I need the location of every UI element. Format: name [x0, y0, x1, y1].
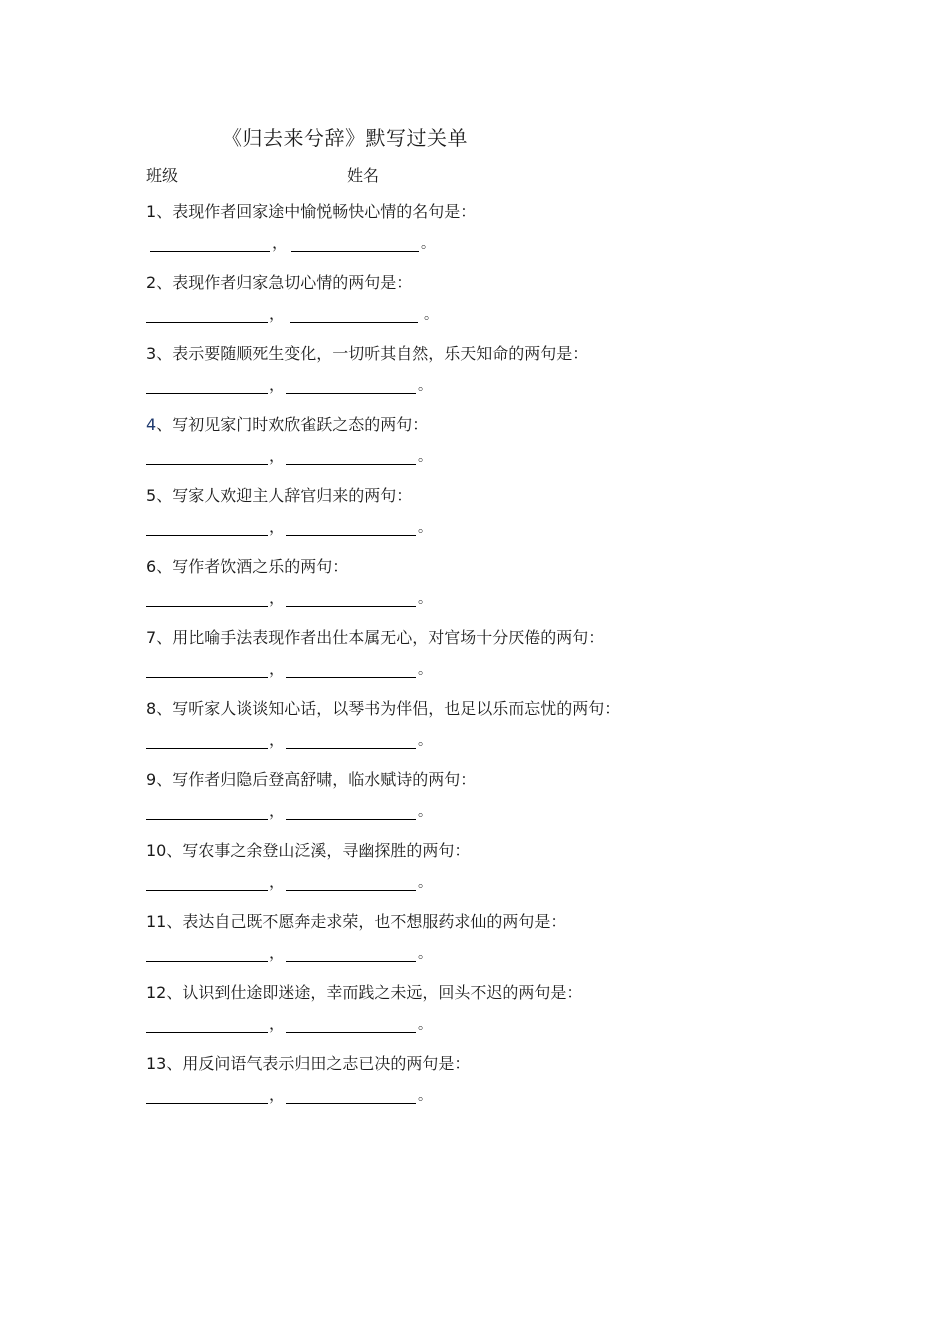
question-text: 、认识到仕途即迷途，幸而践之未远，回头不迟的两句是：	[166, 983, 583, 1002]
question-number: 1	[146, 202, 157, 221]
question-text: 、写家人欢迎主人辞官归来的两句：	[156, 486, 413, 505]
blank-terminator: 。	[418, 378, 432, 394]
question-item	[146, 767, 826, 838]
answer-blank-1[interactable]	[146, 677, 268, 678]
answer-blank-2[interactable]	[286, 748, 416, 749]
answer-row	[146, 801, 546, 823]
question-item	[146, 1051, 826, 1122]
question-item	[146, 696, 826, 767]
class-label: 班级	[146, 166, 179, 185]
answer-blank-2[interactable]	[291, 251, 419, 252]
answer-blank-1[interactable]	[146, 393, 268, 394]
blank-separator: ，	[269, 588, 286, 607]
question-item	[146, 909, 826, 980]
question-number: 5	[146, 486, 157, 505]
answer-blank-2[interactable]	[286, 535, 416, 536]
answer-blank-1[interactable]	[146, 890, 268, 891]
blank-separator: ，	[269, 872, 286, 891]
question-number: 3	[146, 344, 157, 363]
answer-blank-2[interactable]	[286, 606, 416, 607]
question-number: 12	[146, 983, 167, 1002]
blank-terminator: 。	[418, 662, 432, 678]
answer-row	[146, 233, 546, 255]
question-text: 、表示要随顺死生变化，一切听其自然，乐天知命的两句是：	[156, 344, 589, 363]
blank-separator: ，	[269, 730, 286, 749]
blank-terminator: 。	[418, 449, 432, 465]
question-text: 、表达自己既不愿奔走求荣，也不想服药求仙的两句是：	[166, 912, 567, 931]
question-number: 11	[146, 912, 167, 931]
answer-blank-1[interactable]	[146, 1103, 268, 1104]
question-number: 10	[146, 841, 167, 860]
question-number: 9	[146, 770, 157, 789]
answer-row	[146, 1085, 546, 1107]
question-number: 7	[146, 628, 157, 647]
blank-terminator: 。	[424, 307, 438, 323]
answer-row	[146, 943, 546, 965]
blank-terminator: 。	[418, 733, 432, 749]
question-item	[146, 270, 826, 341]
blank-terminator: 。	[418, 804, 432, 820]
question-item	[146, 483, 826, 554]
question-number: 2	[146, 273, 157, 292]
answer-blank-2[interactable]	[286, 1103, 416, 1104]
question-item	[146, 980, 826, 1051]
question-text: 、写作者归隐后登高舒啸，临水赋诗的两句：	[156, 770, 477, 789]
answer-row	[146, 659, 546, 681]
name-label: 姓名	[347, 166, 380, 185]
answer-row	[146, 304, 546, 326]
question-text: 、写作者饮酒之乐的两句：	[156, 557, 349, 576]
question-item	[146, 554, 826, 625]
blank-terminator: 。	[418, 520, 432, 536]
question-item	[146, 838, 826, 909]
blank-separator: ，	[269, 1014, 286, 1033]
answer-row	[146, 588, 546, 610]
question-text: 、写农事之余登山泛溪，寻幽探胜的两句：	[166, 841, 471, 860]
answer-blank-1[interactable]	[146, 748, 268, 749]
answer-blank-1[interactable]	[146, 606, 268, 607]
question-number: 4	[146, 415, 157, 434]
answer-blank-2[interactable]	[286, 890, 416, 891]
answer-row	[146, 1014, 546, 1036]
question-item	[146, 412, 826, 483]
question-item	[146, 199, 826, 270]
answer-blank-2[interactable]	[286, 464, 416, 465]
answer-blank-1[interactable]	[150, 251, 270, 252]
blank-terminator: 。	[418, 1017, 432, 1033]
blank-separator: ，	[269, 375, 286, 394]
question-item	[146, 341, 826, 412]
blank-terminator: 。	[418, 591, 432, 607]
blank-terminator: 。	[418, 1088, 432, 1104]
answer-blank-2[interactable]	[286, 393, 416, 394]
question-item	[146, 625, 826, 696]
blank-terminator: 。	[418, 875, 432, 891]
answer-row	[146, 517, 546, 539]
answer-row	[146, 872, 546, 894]
question-text: 、用反问语气表示归田之志已决的两句是：	[166, 1054, 471, 1073]
answer-blank-2[interactable]	[286, 1032, 416, 1033]
question-text: 、用比喻手法表现作者出仕本属无心，对官场十分厌倦的两句：	[156, 628, 605, 647]
answer-row	[146, 730, 546, 752]
blank-separator: ，	[269, 446, 286, 465]
question-text: 、写听家人谈谈知心话，以琴书为伴侣，也足以乐而忘忧的两句：	[156, 699, 621, 718]
question-number: 13	[146, 1054, 167, 1073]
blank-separator: ，	[272, 233, 289, 252]
page-title: 《归去来兮辞》默写过关单	[222, 126, 468, 150]
answer-blank-2[interactable]	[286, 819, 416, 820]
blank-separator: ，	[269, 304, 286, 323]
answer-blank-1[interactable]	[146, 1032, 268, 1033]
question-text: 、表现作者回家途中愉悦畅快心情的名句是：	[156, 202, 477, 221]
question-number: 8	[146, 699, 157, 718]
answer-blank-2[interactable]	[286, 677, 416, 678]
answer-blank-1[interactable]	[146, 961, 268, 962]
answer-row	[146, 375, 546, 397]
question-text: 、表现作者归家急切心情的两句是：	[156, 273, 413, 292]
blank-separator: ，	[269, 517, 286, 536]
question-text: 、写初见家门时欢欣雀跃之态的两句：	[156, 415, 429, 434]
answer-blank-1[interactable]	[146, 464, 268, 465]
answer-blank-2[interactable]	[286, 961, 416, 962]
blank-separator: ，	[269, 659, 286, 678]
question-number: 6	[146, 557, 157, 576]
question-list	[146, 199, 826, 1122]
blank-terminator: 。	[418, 946, 432, 962]
blank-separator: ，	[269, 801, 286, 820]
answer-blank-2[interactable]	[290, 322, 418, 323]
answer-blank-1[interactable]	[146, 819, 268, 820]
blank-separator: ，	[269, 1085, 286, 1104]
blank-separator: ，	[269, 943, 286, 962]
answer-blank-1[interactable]	[146, 535, 268, 536]
answer-row	[146, 446, 546, 468]
answer-blank-1[interactable]	[146, 322, 268, 323]
blank-terminator: 。	[421, 236, 435, 252]
